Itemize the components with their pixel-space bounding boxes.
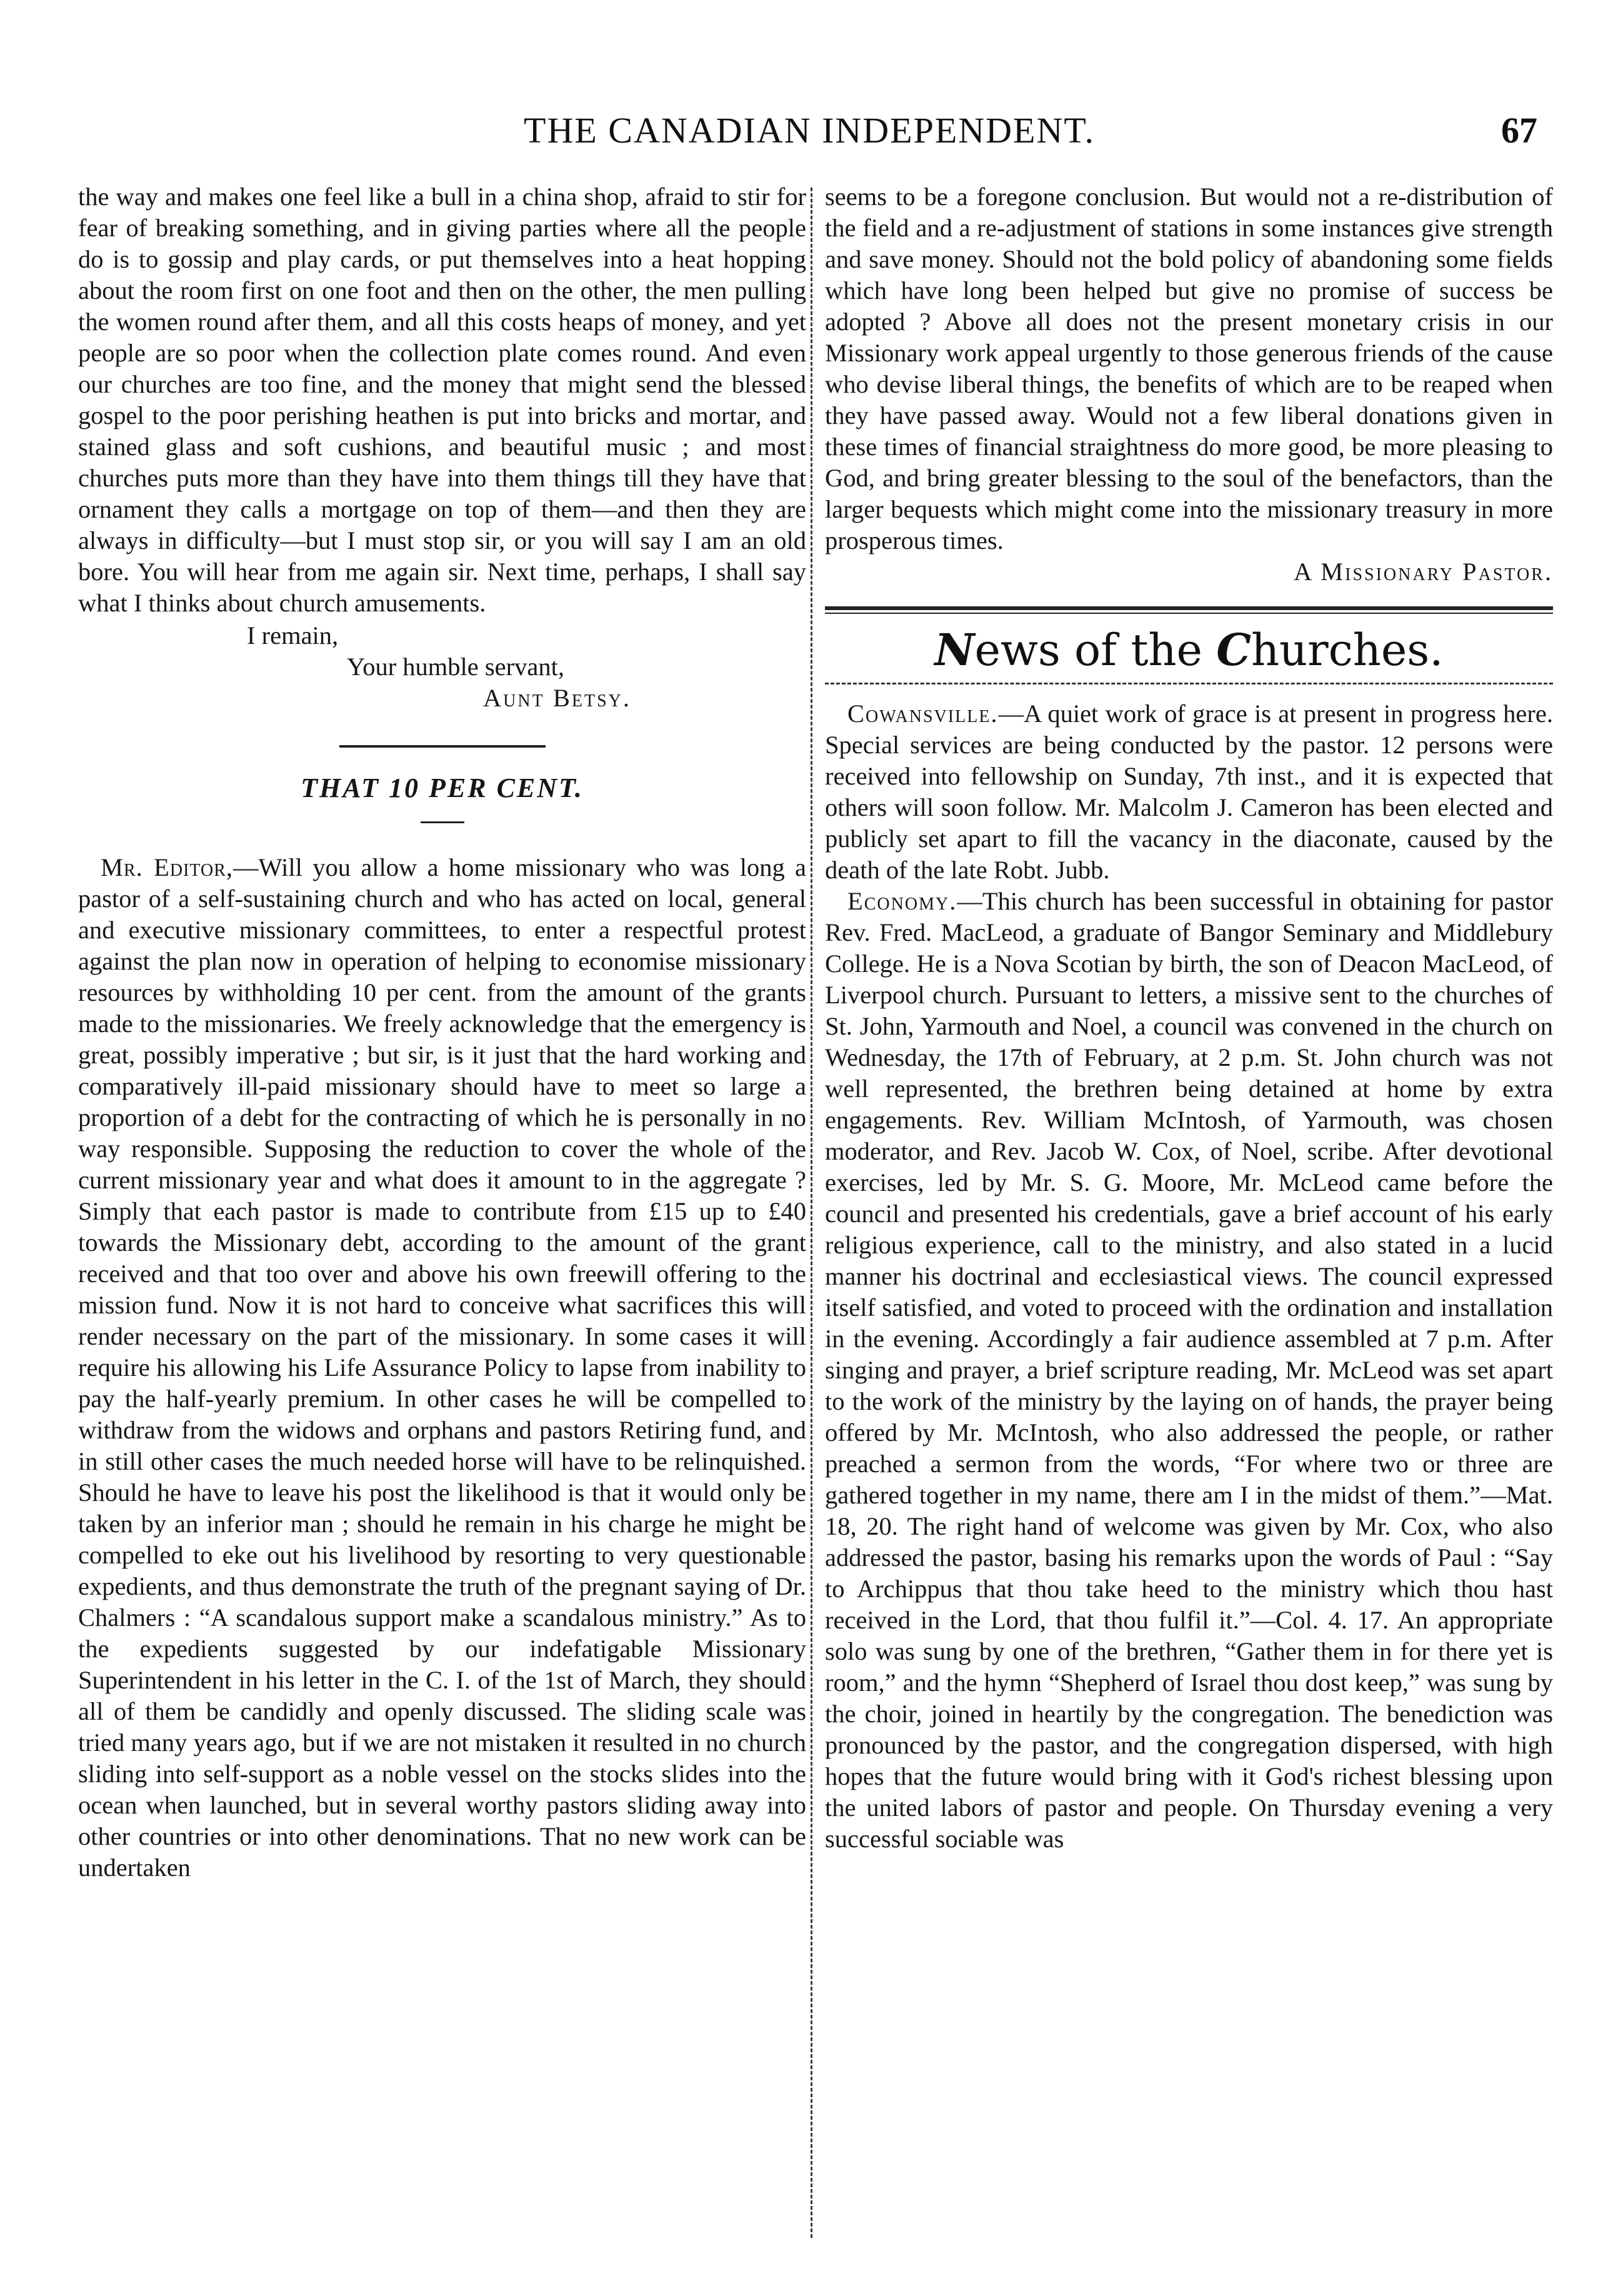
left-column [78,181,806,2244]
section-separator [339,745,546,748]
letter-closing [78,620,806,714]
closing-line: I remain, [247,621,339,649]
letter-signature: Aunt Betsy. [482,684,631,712]
news-text: —This church has been successful in obtaining for pastor Rev. Fred. MacLeod, a graduate of Bangor Seminary and Middlebury College. He is a Nova Scotian by birth, the son of Deacon MacLeod, of Liverpool church. Pursuant to letters, a missive sent to the churches of St. John, Yarmouth and Noel, a council was convened in the church on Wednesday, the 17th of February, at 2 p.m. St. John church was not well represented, the brethren being detained at home by extra engagements. Rev. William McIntosh, of Yarmouth, was chosen moderator, and Rev. Jacob W. Cox, of Noel, scribe. After devotional exercises, led by Mr. S. G. Moore, Mr. McLeod came before the council and presented his credentials, gave a brief account of his early religious experience, call to the ministry, and also stated in a lucid manner his doctrinal and ecclesiastical views. The council expressed itself satisfied, and voted to proceed with the ordination and installation in the evening. Accordingly a fair audience assembled at 7 p.m. After singing and prayer, a brief scripture reading, Mr. McLeod was set apart to the work of the ministry by the laying on of hands, the prayer being offered by Mr. McIntosh, who also addressed the people, or rather preached a sermon from the words, “For where two or three are gathered together in my name, there am I in the midst of them.”—Mat. 18, 20. The right hand of welcome was given by Mr. Cox, who also addressed the pastor, basing his remarks upon the words of Paul : “Say to Archippus that thou take heed to the ministry which thou hast received in the Lord, that thou fulfil it.”—Col. 4. 17. An appropriate solo was sung by one of the brethren, “Gather them in for there yet is room,” and the hymn “Shepherd of Israel thou dost keep,” was sung by the choir, joined in heartily by the congregation. The benediction was pronounced by the pastor, and the congregation dispersed, with high hopes that the future would bring with it God's richest blessing upon the united labors of pastor and people. On Thursday evening a very successful sociable was [825,887,1553,1853]
news-item [825,698,1553,886]
news-section-heading: News of the Churches. [934,624,1444,676]
title-underline [421,821,464,823]
letter-text: the way and makes one feel like a bull in a china shop, afraid to stir for fear of breaking something, and in giving parties where all the people do is to gossip and play cards, or put themselves into a heat hopping about the room first on one foot and then on the other, the men pulling the women round after them, and all this costs heaps of money, and yet people are so poor when the collection plate comes round. And even our churches are too fine, and the money that might send the blessed gospel to the poor perishing heathen is put into bricks and mortar, and stained glass and soft cushions, and beautiful music ; and most churches puts more than they have into them things till they have that ornament they calls a mortgage on top of them—and then they are always in difficulty—but I must stop sir, or you will say I am an old bore. You will hear from me again sir. Next time, perhaps, I shall say what I thinks about church amusements. [78,183,806,617]
heading-rule [825,683,1553,684]
ornate-initial: N [934,624,975,676]
article-continuation: seems to be a foregone conclusion. But would not a re-distribution of the field and a re-adjustment of stations in some instances give strength and save money. Should not the bold policy of abandoning some fields which have long been helped but give no promise of success be adopted ? Above all does not the present monetary crisis in our Missionary work appeal urgently to those generous friends of the cause who devise liberal things, the benefits of which are to be reaped when they have passed away. Would not a few liberal donations given in these times of financial straightness do more good, be more pleasing to God, and bring greater blessing to the soul of the benefactors, than the larger bequests which might come into the missionary treasury in more prosperous times. [825,183,1553,554]
news-text: —A quiet work of grace is at present in progress here. Special services are being conducted by the pastor. 12 persons were received into fellowship on Sunday, 7th inst., and it is expected that others will soon follow. Mr. Malcolm J. Cameron has been elected and publicly set apart to fill the vacancy in the diaconate, caused by the death of the late Robt. Jubb. [825,699,1553,884]
salutation: Mr. Editor, [101,853,234,881]
column-divider [811,188,812,2238]
ornate-initial: C [1216,624,1251,676]
article-signature: A Missionary Pastor. [1293,558,1553,586]
section-rule-thin [825,613,1553,614]
page-number: 67 [1501,110,1537,151]
closing-line: Your humble servant, [347,653,564,681]
article-text [78,852,806,1883]
section-rule [825,606,1553,610]
news-place: Economy. [847,887,957,915]
running-title: THE CANADIAN INDEPENDENT. [524,110,1095,151]
news-item [825,886,1553,1855]
right-column [825,181,1553,2244]
section-title: THAT 10 PER CENT. [301,773,584,803]
article-body: —Will you allow a home missionary who was long a pastor of a self-sustaining church and who has acted on local, general and executive missionary committees, to enter a respectful protest against the plan now in operation of helping to economise missionary resources by withholding 10 per cent. from the amount of the grants made to the missionaries. We freely acknowledge that the emergency is great, possibly imperative ; but sir, is it just that the hard working and comparatively ill-paid missionary should have to meet so large a proportion of a debt for the contracting of which he is personally in no way responsible. Supposing the reduction to cover the whole of the current missionary year and what does it amount to in the aggregate ? Simply that each pastor is made to contribute from £15 up to £40 towards the Missionary debt, according to the amount of the grant received and that too over and above his own freewill offering to the mission fund. Now it is not hard to conceive what sacrifices this will render necessary on the part of the missionary. In some cases it will require his allowing his Life Assurance Policy to lapse from inability to pay the half-yearly premium. In other cases he will be compelled to withdraw from the widows and orphans and pastors Retiring fund, and in still other cases the much needed horse will have to be relinquished. Should he have to leave his post the likelihood is that it would only be taken by an inferior man ; should he remain in his charge he might be compelled to eke out his livelihood by resorting to very questionable expedients, and thus demonstrate the truth of the pregnant saying of Dr. Chalmers : “A scandalous support make a scandalous ministry.” As to the expedients suggested by our indefatigable Missionary Superintendent in his letter in the C. I. of the 1st of March, they should all of them be candidly and openly discussed. The sliding scale was tried many years ago, but if we are not mistaken it resulted in no church sliding into self-support as a noble vessel on the stocks slides into the ocean when launched, but in several worthy pastors sliding away into other countries or into other denominations. That no new work can be undertaken [78,853,806,1882]
page-header [81,109,1537,166]
news-place: Cowansville. [847,699,999,728]
